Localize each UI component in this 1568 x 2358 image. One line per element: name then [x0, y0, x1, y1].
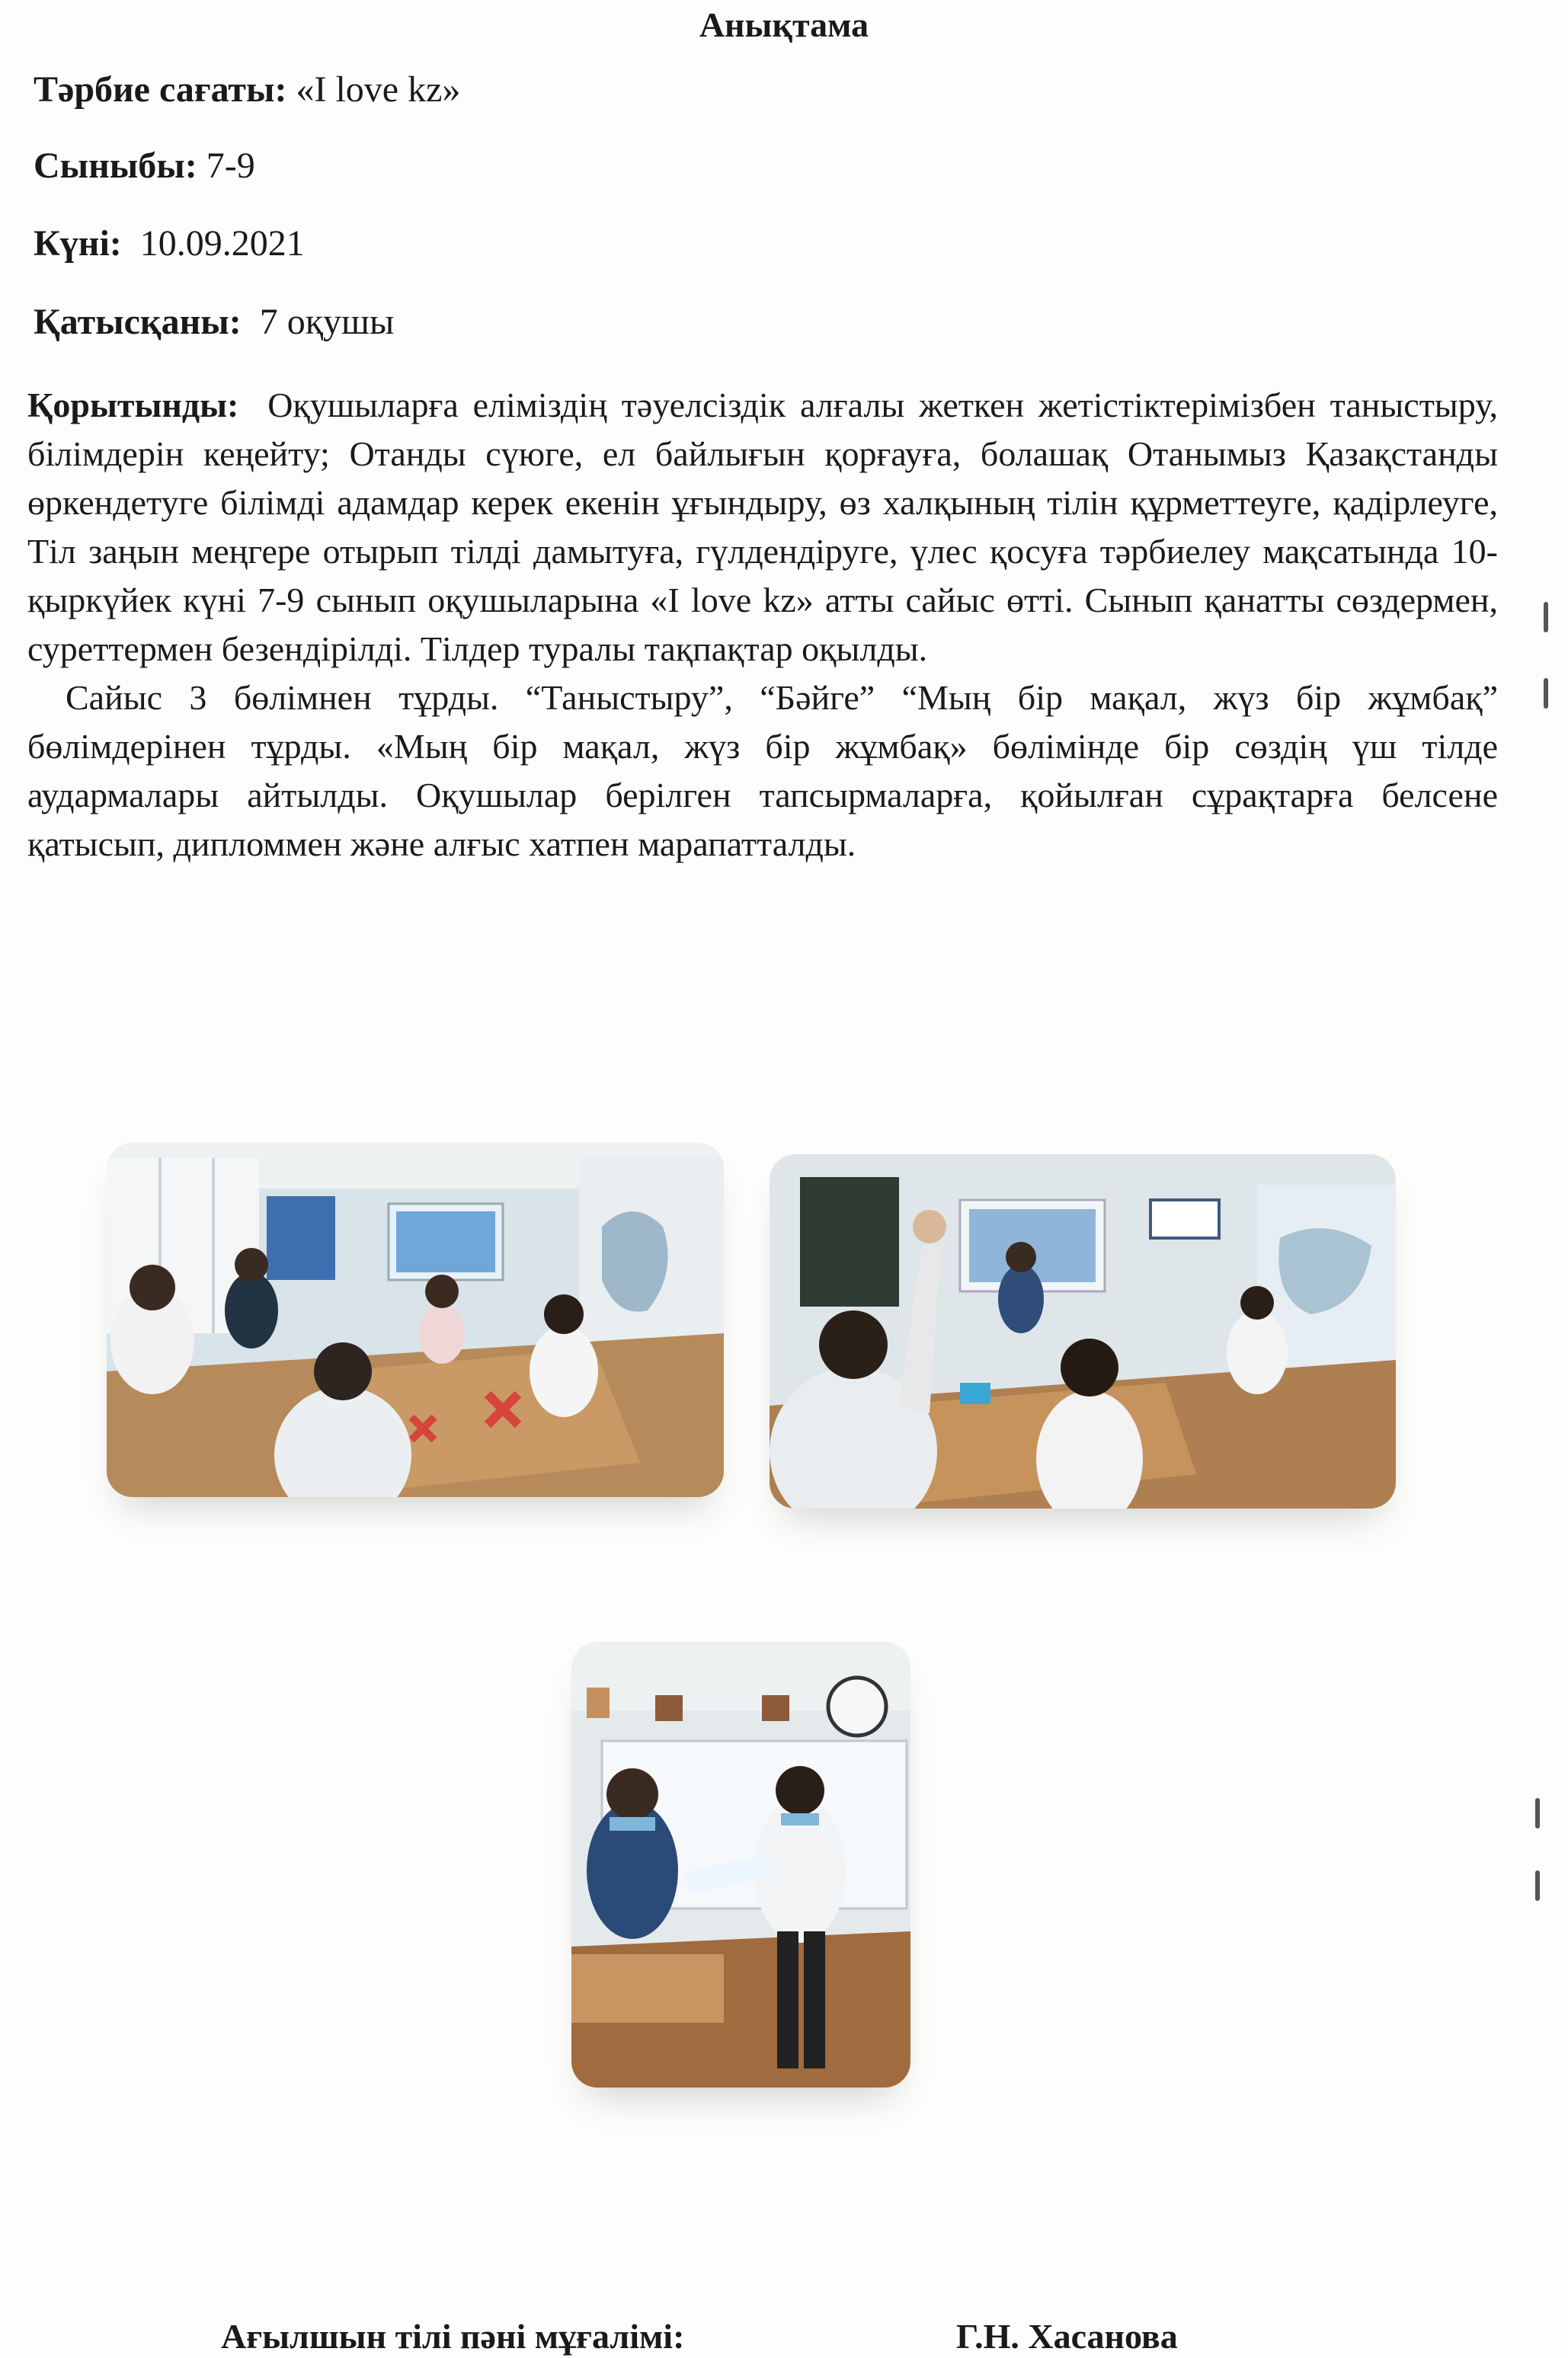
- binder-hole-mark: [1544, 678, 1548, 709]
- classroom-photo-1: [107, 1143, 724, 1497]
- field-attended-value: 7 оқушы: [259, 302, 395, 342]
- summary-text-2: Сайыс 3 бөлімнен тұрды. “Таныстыру”, “Бәйге” “Мың бір мақал, жүз бір жұмбақ” бөлімдерінен тұрды. «Мың бір мақал, жүз бір жұмбақ» бөлімінде бір сөздің үш тілде аудармалары айтылды. Оқушылар берілген тапсырмаларға, қойылған сұрақтарға белсене қатысып, дипломмен және алғыс хатпен марапатталды.: [27, 678, 1498, 863]
- field-date: [34, 222, 305, 264]
- award-ceremony-photo: [571, 1642, 910, 2088]
- binder-hole-mark: [1544, 602, 1548, 632]
- summary-paragraph-2: [27, 673, 1498, 869]
- field-date-label: Күні:: [34, 223, 122, 264]
- field-event-label: Тәрбие сағаты:: [34, 69, 287, 110]
- summary-paragraph-1: [27, 381, 1498, 673]
- field-date-value: 10.09.2021: [139, 223, 305, 264]
- document-title: Анықтама: [699, 5, 869, 44]
- field-class-label: Сыныбы:: [34, 146, 197, 186]
- binder-hole-mark: [1535, 1798, 1540, 1828]
- summary-label: Қорытынды:: [27, 386, 239, 424]
- field-event-value: «I love kz»: [296, 69, 461, 110]
- teacher-name: Г.Н. Хасанова: [956, 2317, 1178, 2356]
- field-attended: [34, 301, 394, 343]
- field-attended-label: Қатысқаны:: [34, 302, 242, 342]
- summary-section: [27, 381, 1498, 869]
- binder-hole-mark: [1535, 1870, 1540, 1901]
- field-class-value: 7-9: [206, 146, 255, 186]
- summary-text-1: Оқушыларға еліміздің тәуелсіздік алғалы жеткен жетістіктерімізбен таныстыру, білімдерін кеңейту; Отанды сүюге, ел байлығын қорғауға, болашақ Отанымыз Қазақстанды өркендетуге білімді адамдар керек екенін ұғындыру, өз халқының тілін құрметтеуге, қадірлеуге, Тіл заңын меңгере отырып тілді дамытуға, гүлдендіруге, үлес қосуға тәрбиелеу мақсатында 10- қыркүйек күні 7-9 сынып оқушыларына «I love kz» атты сайыс өтті. Сынып қанатты сөздермен, суреттермен безендірілді. Тілдер туралы тақпақтар оқылды.: [27, 386, 1498, 668]
- field-class: [34, 145, 255, 187]
- field-event: [34, 69, 460, 110]
- teacher-role: Ағылшын тілі пәні мұғалімі:: [221, 2317, 685, 2356]
- classroom-photo-2: [770, 1154, 1396, 1509]
